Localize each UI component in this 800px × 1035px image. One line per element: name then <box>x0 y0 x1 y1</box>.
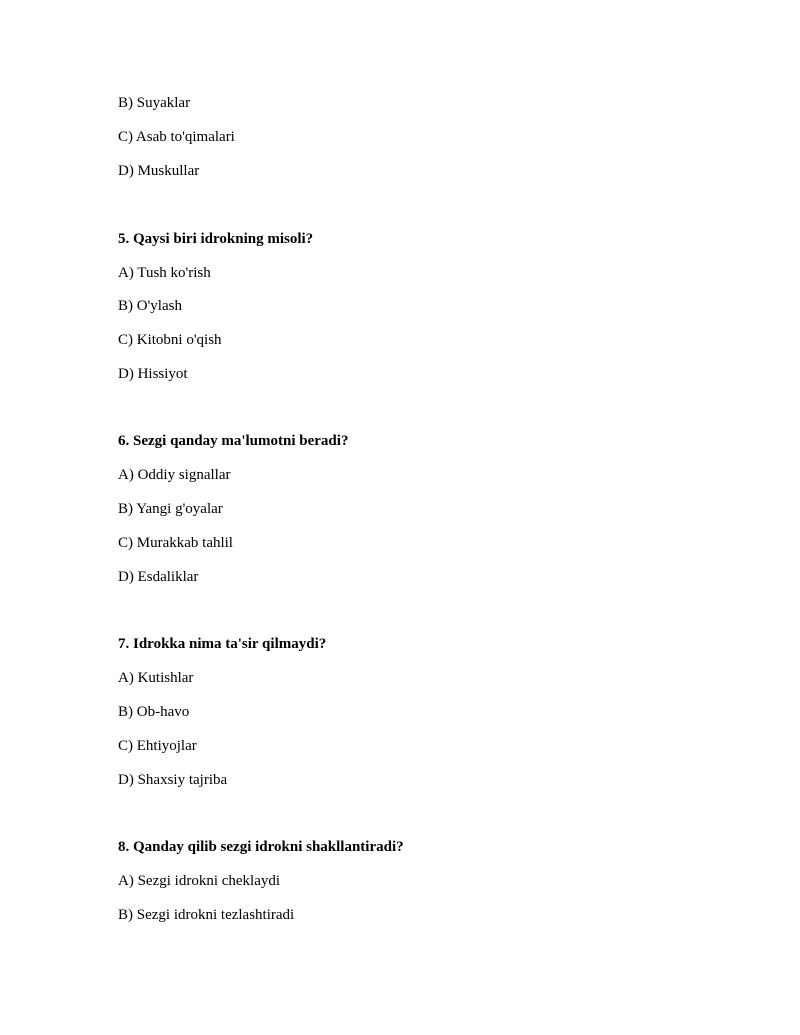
question-7: 7. Idrokka nima ta'sir qilmaydi? <box>118 636 327 652</box>
option-7a: A) Kutishlar <box>118 670 194 686</box>
option-4d: D) Muskullar <box>118 163 200 179</box>
option-6c: C) Murakkab tahlil <box>118 535 233 551</box>
question-8: 8. Qanday qilib sezgi idrokni shakllantiradi? <box>118 839 404 855</box>
option-4c: C) Asab to'qimalari <box>118 129 235 145</box>
option-5a: A) Tush ko'rish <box>118 265 211 281</box>
option-8a: A) Sezgi idrokni cheklaydi <box>118 873 281 889</box>
question-5: 5. Qaysi biri idrokning misoli? <box>118 231 314 247</box>
option-4b: B) Suyaklar <box>118 95 191 111</box>
option-6b: B) Yangi g'oyalar <box>118 501 223 517</box>
option-5d: D) Hissiyot <box>118 366 188 382</box>
option-7d: D) Shaxsiy tajriba <box>118 772 228 788</box>
option-7c: C) Ehtiyojlar <box>118 738 197 754</box>
option-6a: A) Oddiy signallar <box>118 467 231 483</box>
option-5c: C) Kitobni o'qish <box>118 332 222 348</box>
option-8b: B) Sezgi idrokni tezlashtiradi <box>118 907 295 923</box>
question-6: 6. Sezgi qanday ma'lumotni beradi? <box>118 433 349 449</box>
option-7b: B) Ob-havo <box>118 704 190 720</box>
option-5b: B) O'ylash <box>118 298 182 314</box>
option-6d: D) Esdaliklar <box>118 569 199 585</box>
